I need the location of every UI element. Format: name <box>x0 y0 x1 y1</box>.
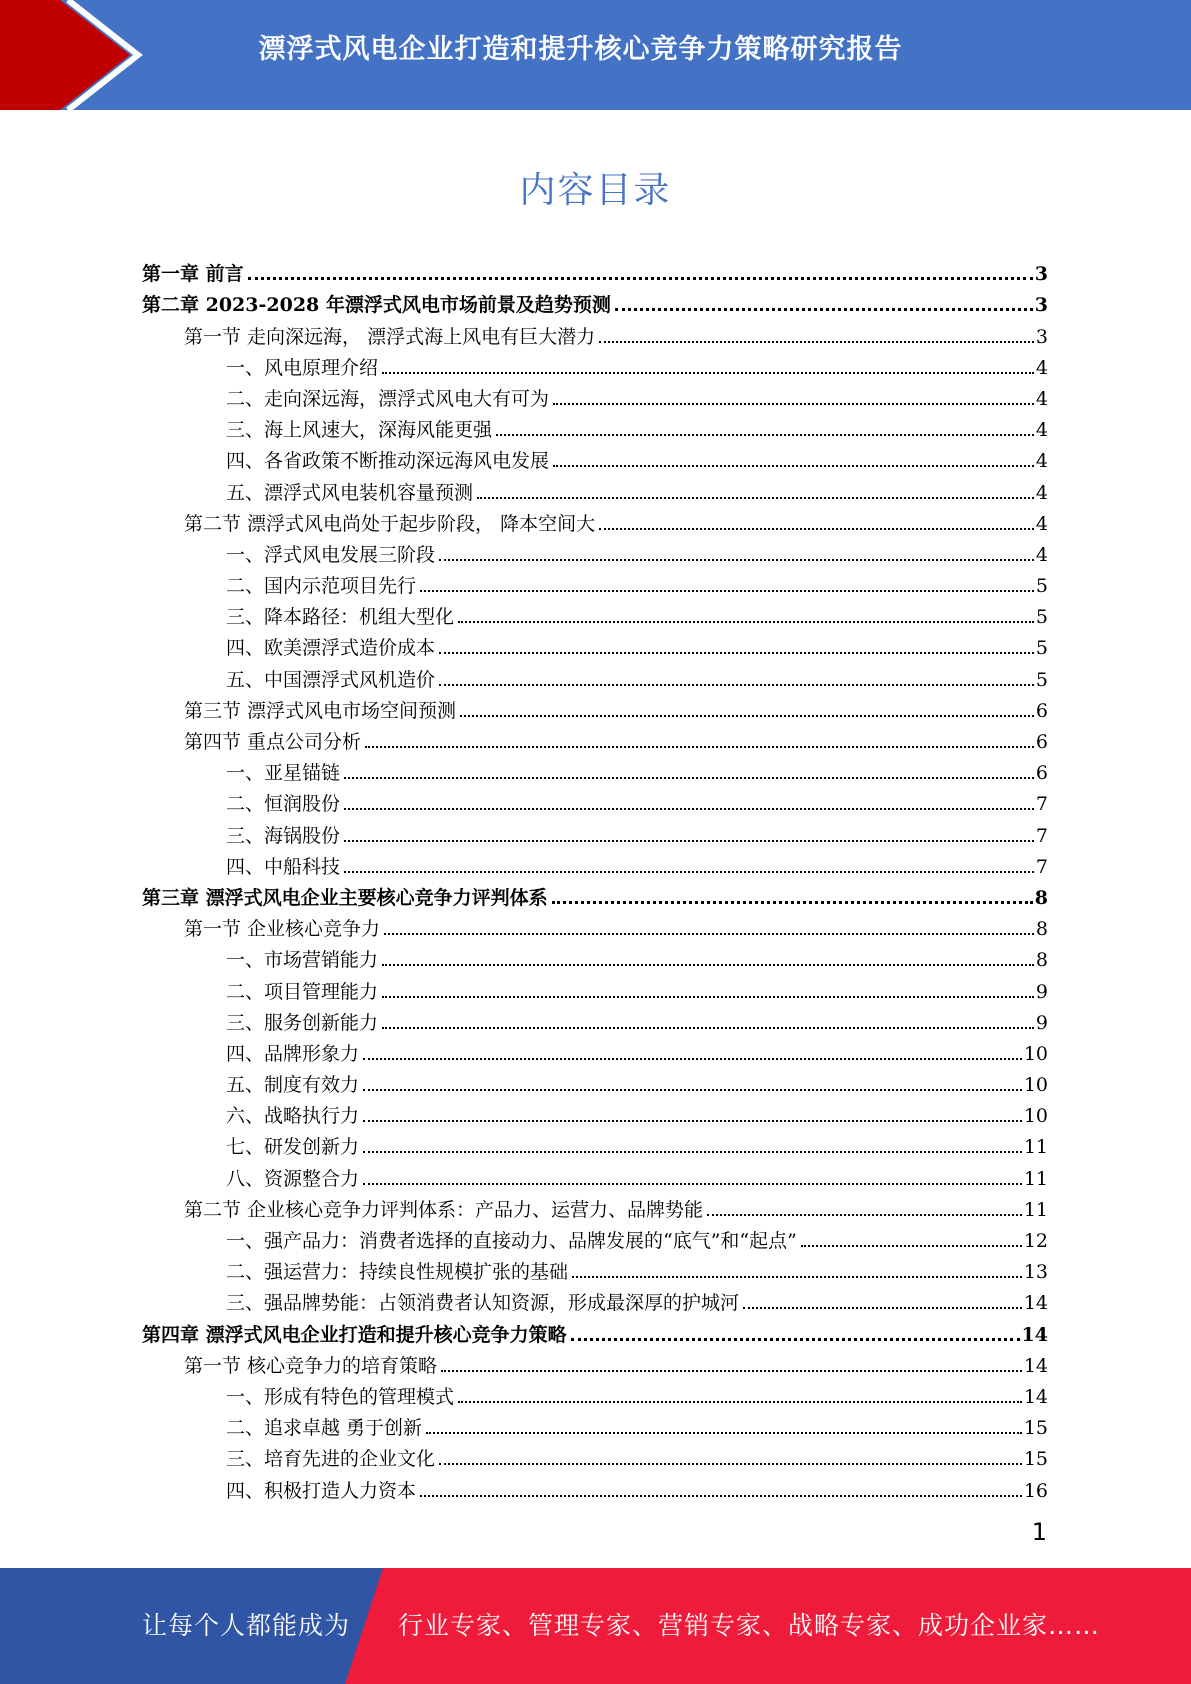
toc-entry[interactable] <box>142 1003 1048 1034</box>
toc-entry-title: 二、走向深远海，漂浮式风电大有可为 <box>226 387 550 410</box>
toc-entry-title: 四、中船科技 <box>226 855 341 878</box>
toc-entry-page: 11 <box>1023 1198 1048 1221</box>
toc-entry-page: 16 <box>1023 1479 1048 1502</box>
toc-entry[interactable] <box>142 285 1048 316</box>
toc-entry-page: 7 <box>1035 793 1048 816</box>
toc-dot-leader <box>458 621 1034 623</box>
toc-dot-leader <box>363 1089 1022 1091</box>
toc-dot-leader <box>460 715 1034 717</box>
toc-dot-leader <box>801 1245 1022 1247</box>
toc-entry-page: 10 <box>1023 1074 1048 1097</box>
page-number: 1 <box>1031 1518 1047 1546</box>
toc-dot-leader <box>439 1463 1022 1465</box>
toc-entry-title: 第四章 漂浮式风电企业打造和提升核心竞争力策略 <box>142 1323 567 1346</box>
toc-entry-title: 四、各省政策不断推动深远海风电发展 <box>226 450 550 473</box>
toc-entry-page: 3 <box>1035 325 1048 348</box>
toc-dot-leader <box>363 1058 1022 1060</box>
toc-entry-title: 二、恒润股份 <box>226 793 341 816</box>
toc-entry-page: 4 <box>1035 419 1048 442</box>
toc-entry-title: 三、服务创新能力 <box>226 1011 379 1034</box>
toc-dot-leader <box>420 590 1034 592</box>
toc-entry-title: 五、中国漂浮式风机造价 <box>226 668 436 691</box>
toc-heading: 内容目录 <box>519 170 672 211</box>
toc-entry-page: 5 <box>1035 575 1048 598</box>
toc-entry[interactable] <box>142 1377 1048 1408</box>
toc-entry-title: 第三节 漂浮式风电市场空间预测 <box>184 699 457 722</box>
toc-entry-page: 4 <box>1035 512 1048 535</box>
toc-entry-title: 八、资源整合力 <box>226 1167 360 1190</box>
toc-entry-page: 8 <box>1035 918 1048 941</box>
toc-entry-page: 4 <box>1035 481 1048 504</box>
footer-slogan-left: 让每个人都能成为 <box>142 1611 351 1640</box>
toc-entry-page: 7 <box>1035 855 1048 878</box>
toc-dot-leader <box>496 434 1034 436</box>
toc-dot-leader <box>439 652 1034 654</box>
toc-entry[interactable] <box>142 410 1048 441</box>
toc-entry-title: 二、项目管理能力 <box>226 980 379 1003</box>
toc-entry[interactable] <box>142 878 1048 909</box>
toc-entry[interactable] <box>142 691 1048 722</box>
toc-entry[interactable] <box>142 1314 1048 1345</box>
toc-entry-page: 10 <box>1023 1105 1048 1128</box>
toc-dot-leader <box>426 1432 1022 1434</box>
toc-entry-page: 5 <box>1035 606 1048 629</box>
toc-entry-title: 五、漂浮式风电装机容量预测 <box>226 481 474 504</box>
toc-entry-page: 11 <box>1023 1136 1048 1159</box>
toc-entry[interactable] <box>142 1283 1048 1314</box>
toc-entry-page: 13 <box>1023 1261 1048 1284</box>
toc-dot-leader <box>599 528 1034 530</box>
toc-entry-title: 三、降本路径：机组大型化 <box>226 606 455 629</box>
toc-entry-title: 七、研发创新力 <box>226 1136 360 1159</box>
toc-entry-title: 第一节 核心竞争力的培育策略 <box>184 1354 438 1377</box>
toc-entry-title: 第一节 企业核心竞争力 <box>184 918 381 941</box>
toc-entry-page: 3 <box>1034 263 1048 286</box>
toc-entry[interactable] <box>142 1252 1048 1283</box>
toc-entry-page: 4 <box>1035 543 1048 566</box>
toc-entry[interactable] <box>142 659 1048 690</box>
toc-entry-page: 14 <box>1023 1385 1048 1408</box>
toc-dot-leader <box>707 1214 1022 1216</box>
toc-entry[interactable] <box>142 1034 1048 1065</box>
toc-dot-leader <box>615 308 1033 311</box>
toc-entry-title: 一、形成有特色的管理模式 <box>226 1385 455 1408</box>
toc-entry[interactable] <box>142 1439 1048 1470</box>
toc-entry[interactable] <box>142 815 1048 846</box>
toc-entry-page: 6 <box>1035 699 1048 722</box>
toc-entry[interactable] <box>142 504 1048 535</box>
toc-entry-page: 15 <box>1023 1448 1048 1471</box>
toc-dot-leader <box>458 1401 1022 1403</box>
header-arrow-decoration <box>0 0 150 110</box>
toc-entry-title: 第一节 走向深远海， 漂浮式海上风电有巨大潜力 <box>184 325 596 348</box>
toc-dot-leader <box>571 1338 1020 1341</box>
toc-entry[interactable] <box>142 535 1048 566</box>
toc-entry-title: 三、强品牌势能：占领消费者认知资源，形成最深厚的护城河 <box>226 1292 740 1315</box>
toc-dot-leader <box>344 840 1034 842</box>
toc-entry[interactable] <box>142 379 1048 410</box>
toc-dot-leader <box>439 559 1034 561</box>
toc-entry[interactable] <box>142 784 1048 815</box>
toc-dot-leader <box>363 1151 1022 1153</box>
toc-entry-page: 12 <box>1023 1230 1048 1252</box>
toc-dot-leader <box>384 933 1034 935</box>
toc-entry-title: 一、市场营销能力 <box>226 949 379 972</box>
toc-dot-leader <box>365 746 1034 748</box>
toc-dot-leader <box>553 403 1034 405</box>
toc-entry-page: 8 <box>1035 949 1048 972</box>
toc-entry-page: 4 <box>1035 387 1048 410</box>
toc-entry-title: 二、追求卓越 勇于创新 <box>226 1417 423 1440</box>
toc-entry-title: 六、战略执行力 <box>226 1105 360 1128</box>
toc-entry[interactable] <box>142 316 1048 347</box>
toc-entry-title: 第二节 企业核心竞争力评判体系：产品力、运营力、品牌势能 <box>184 1198 704 1221</box>
toc-entry-title: 第一章 前言 <box>142 263 244 286</box>
toc-entry-page: 8 <box>1034 886 1048 909</box>
toc-dot-leader <box>363 1120 1022 1122</box>
header-banner <box>0 0 1191 110</box>
toc-entry[interactable] <box>142 441 1048 472</box>
toc-entry-title: 四、欧美漂浮式造价成本 <box>226 637 436 660</box>
toc-entry[interactable] <box>142 472 1048 503</box>
toc-entry-page: 5 <box>1035 637 1048 660</box>
toc-dot-leader <box>743 1307 1022 1309</box>
toc-entry-title: 第二节 漂浮式风电尚处于起步阶段， 降本空间大 <box>184 512 596 535</box>
toc-dot-leader <box>344 777 1034 779</box>
toc-dot-leader <box>420 1495 1022 1497</box>
toc-entry-page: 3 <box>1034 294 1048 317</box>
toc-entry[interactable] <box>142 1221 1048 1252</box>
toc-entry[interactable] <box>142 722 1048 753</box>
toc-entry[interactable] <box>142 847 1048 878</box>
footer-slogan-right: 行业专家、管理专家、营销专家、战略专家、成功企业家…… <box>398 1611 1101 1640</box>
toc-entry-title: 一、强产品力：消费者选择的直接动力、品牌发展的“底气”和“起点” <box>226 1230 797 1252</box>
toc-entry-title: 二、国内示范项目先行 <box>226 575 417 598</box>
toc-entry[interactable] <box>142 909 1048 940</box>
toc-entry[interactable] <box>142 1408 1048 1439</box>
toc-entry[interactable] <box>142 971 1048 1002</box>
toc-entry-page: 9 <box>1035 1011 1048 1034</box>
toc-entry[interactable] <box>142 1096 1048 1127</box>
toc-entry-title: 三、海上风速大，深海风能更强 <box>226 419 493 442</box>
toc-entry-title: 第二章 2023-2028 年漂浮式风电市场前景及趋势预测 <box>142 294 611 317</box>
toc-entry[interactable] <box>142 753 1048 784</box>
table-of-contents <box>142 254 1048 1502</box>
toc-entry[interactable] <box>142 1127 1048 1158</box>
toc-dot-leader <box>363 1183 1022 1185</box>
toc-entry-page: 14 <box>1023 1292 1048 1315</box>
toc-entry-page: 9 <box>1035 980 1048 1003</box>
toc-dot-leader <box>439 684 1034 686</box>
toc-entry[interactable] <box>142 254 1048 285</box>
toc-entry-title: 四、品牌形象力 <box>226 1042 360 1065</box>
toc-entry-page: 14 <box>1021 1323 1048 1346</box>
toc-entry-title: 五、制度有效力 <box>226 1074 360 1097</box>
toc-entry-title: 二、强运营力：持续良性规模扩张的基础 <box>226 1261 569 1284</box>
toc-entry-page: 14 <box>1023 1354 1048 1377</box>
toc-dot-leader <box>344 808 1034 810</box>
toc-dot-leader <box>599 341 1034 343</box>
toc-entry-page: 7 <box>1035 824 1048 847</box>
toc-entry-title: 四、积极打造人力资本 <box>226 1479 417 1502</box>
toc-entry[interactable] <box>142 1158 1048 1189</box>
toc-entry[interactable] <box>142 597 1048 628</box>
toc-entry-page: 6 <box>1035 731 1048 753</box>
footer-banner <box>0 1568 1191 1684</box>
toc-dot-leader <box>382 372 1034 374</box>
toc-dot-leader <box>344 871 1034 873</box>
toc-entry[interactable] <box>142 348 1048 379</box>
toc-entry-title: 一、浮式风电发展三阶段 <box>226 543 436 566</box>
toc-dot-leader <box>572 1276 1022 1278</box>
toc-dot-leader <box>553 465 1034 467</box>
toc-entry-page: 10 <box>1023 1042 1048 1065</box>
toc-dot-leader <box>441 1370 1022 1372</box>
toc-dot-leader <box>477 497 1034 499</box>
toc-entry-title: 一、风电原理介绍 <box>226 356 379 379</box>
report-title: 漂浮式风电企业打造和提升核心竞争力策略研究报告 <box>258 34 903 65</box>
toc-entry-title: 三、培育先进的企业文化 <box>226 1448 436 1471</box>
toc-entry[interactable] <box>142 1190 1048 1221</box>
toc-dot-leader <box>248 277 1033 280</box>
toc-entry-title: 一、亚星锚链 <box>226 762 341 785</box>
toc-entry-page: 4 <box>1035 450 1048 473</box>
toc-entry-page: 5 <box>1035 668 1048 691</box>
toc-dot-leader <box>382 1027 1034 1029</box>
toc-dot-leader <box>382 996 1034 998</box>
toc-entry[interactable] <box>142 566 1048 597</box>
toc-entry-title: 第四节 重点公司分析 <box>184 731 362 753</box>
toc-dot-leader <box>552 901 1033 904</box>
toc-entry[interactable] <box>142 940 1048 971</box>
toc-entry[interactable] <box>142 1346 1048 1377</box>
toc-entry-page: 4 <box>1035 356 1048 379</box>
toc-entry-title: 第三章 漂浮式风电企业主要核心竞争力评判体系 <box>142 886 548 909</box>
toc-entry-title: 三、海锅股份 <box>226 824 341 847</box>
toc-entry[interactable] <box>142 628 1048 659</box>
toc-entry-page: 15 <box>1023 1417 1048 1440</box>
toc-entry[interactable] <box>142 1065 1048 1096</box>
toc-entry[interactable] <box>142 1470 1048 1501</box>
toc-dot-leader <box>382 964 1034 966</box>
toc-entry-page: 11 <box>1023 1167 1048 1190</box>
toc-entry-page: 6 <box>1035 762 1048 785</box>
